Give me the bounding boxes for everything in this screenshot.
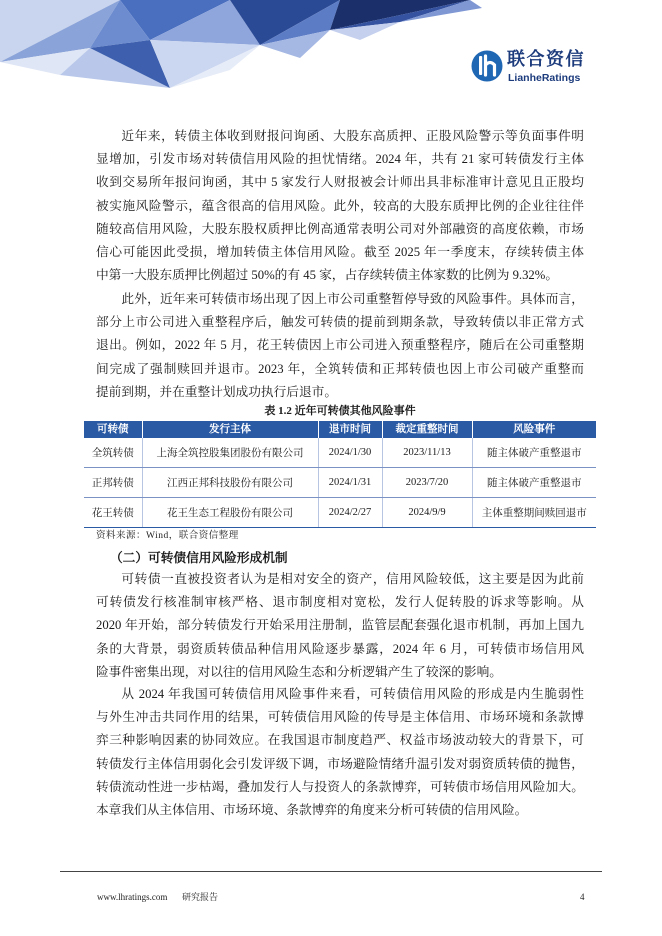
table-cell: 2024/2/27 bbox=[318, 498, 382, 528]
column-header-risk-event: 风险事件 bbox=[472, 421, 596, 438]
column-header-bond: 可转债 bbox=[84, 421, 142, 438]
table-cell: 上海全筑控股集团股份有限公司 bbox=[142, 438, 318, 468]
table-cell: 随主体破产重整退市 bbox=[472, 438, 596, 468]
section-heading: （二）可转债信用风险形成机制 bbox=[110, 551, 288, 565]
table-cell: 正邦转债 bbox=[84, 468, 142, 498]
column-header-restructuring-date: 裁定重整时间 bbox=[382, 421, 472, 438]
logo-text-en: LianheRatings bbox=[508, 72, 581, 84]
risk-events-table bbox=[84, 421, 596, 528]
table-cell: 花王生态工程股份有限公司 bbox=[142, 498, 318, 528]
table-cell: 2023/11/13 bbox=[382, 438, 472, 468]
table-cell: 2023/7/20 bbox=[382, 468, 472, 498]
paragraph-line: 退出。例如，2022 年 5 月，花王转债因上市公司进入预重整程序，随后在公司重整期 bbox=[96, 338, 584, 353]
paragraph-line: 2020 年开始，部分转债发行开始采用注册制，监管层配套强化退市机制，再加上国九 bbox=[96, 618, 584, 633]
table-row bbox=[84, 438, 596, 468]
paragraph-line: 随较高信用风险，大股东股权质押比例高通常表明公司对外部融资的高度依赖，市场 bbox=[96, 221, 584, 236]
body-paragraph-1 bbox=[96, 125, 584, 287]
paragraph-line: 提前到期，并在重整计划成功执行后退市。 bbox=[96, 384, 338, 399]
paragraph-line: 从 2024 年我国可转债信用风险事件来看，可转债信用风险的形成是内生脆弱性 bbox=[121, 687, 584, 701]
paragraph-line: 转债流动性进一步枯竭，叠加发行人与投资人的条款博弈，可转债市场信用风险加大。 bbox=[96, 779, 584, 794]
table-cell: 2024/9/9 bbox=[382, 498, 472, 528]
body-paragraph-4 bbox=[96, 683, 584, 822]
table-cell: 全筑转债 bbox=[84, 438, 142, 468]
lianhe-logo-icon bbox=[471, 50, 503, 82]
paragraph-line: 收到交易所年报问询函，其中 5 家发行人财报被会计师出具非标准审计意见且正股均 bbox=[96, 175, 584, 190]
paragraph-line: 部分上市公司进入重整程序后，触发可转债的提前到期条款，导致转债以非正常方式 bbox=[96, 315, 584, 330]
table-header-row bbox=[84, 421, 596, 438]
footer-divider bbox=[60, 871, 602, 872]
page-number: 4 bbox=[580, 892, 585, 902]
paragraph-line: 间完成了强制赎回并退市。2023 年，全筑转债和正邦转债也因上市公司破产重整而 bbox=[96, 361, 584, 376]
table-cell: 主体重整期间赎回退市 bbox=[472, 498, 596, 528]
column-header-delisting-date: 退市时间 bbox=[318, 421, 382, 438]
paragraph-line: 被实施风险警示，蕴含很高的信用风险。此外，较高的大股东质押比例的企业往往伴 bbox=[96, 198, 584, 213]
logo-text-cn: 联合资信 bbox=[507, 49, 585, 70]
paragraph-line: 近年来，转债主体收到财报问询函、大股东高质押、正股风险警示等负面事件明 bbox=[121, 129, 584, 143]
column-header-issuer: 发行主体 bbox=[142, 421, 318, 438]
paragraph-line: 转债发行主体信用弱化会引发评级下调，市场避险情绪升温引发对弱资质转债的抛售， bbox=[96, 756, 584, 771]
paragraph-line: 险事件密集出现，对以往的信用风险生态和分析逻辑产生了较深的影响。 bbox=[96, 664, 502, 679]
paragraph-line: 显增加，引发市场对转债信用风险的担忧情绪。2024 年，共有 21 家可转债发行主体 bbox=[96, 152, 584, 167]
table-row bbox=[84, 468, 596, 498]
table-cell: 江西正邦科技股份有限公司 bbox=[142, 468, 318, 498]
table-cell: 随主体破产重整退市 bbox=[472, 468, 596, 498]
table-cell: 2024/1/31 bbox=[318, 468, 382, 498]
paragraph-line: 弈三种影响因素的协同效应。在我国退市制度趋严、权益市场波动较大的背景下，可 bbox=[96, 733, 584, 748]
footer-report-type: 研究报告 bbox=[182, 892, 219, 902]
paragraph-line: 此外，近年来可转债市场出现了因上市公司重整暂停导致的风险事件。具体而言， bbox=[121, 292, 584, 306]
body-paragraph-3 bbox=[96, 568, 584, 684]
table-caption: 表 1.2 近年可转债其他风险事件 bbox=[264, 405, 416, 417]
table-source-note: 资料来源：Wind，联合资信整理 bbox=[96, 531, 239, 541]
footer-website: www.lhratings.com bbox=[97, 892, 168, 902]
table-cell: 2024/1/30 bbox=[318, 438, 382, 468]
paragraph-line: 条的大背景，弱资质转债品种信用风险逐步暴露，2024 年 6 月，可转债市场信用风 bbox=[96, 641, 584, 656]
paragraph-line: 本章我们从主体信用、市场环境、条款博弈的角度来分析可转债的信用风险。 bbox=[96, 802, 528, 817]
paragraph-line: 信心可能因此受损，增加转债主体信用风险。截至 2025 年一季度末，存续转债主体 bbox=[96, 244, 584, 259]
table-row bbox=[84, 498, 596, 528]
paragraph-line: 与外生冲击共同作用的结果，可转债信用风险的传导是主体信用、市场环境和条款博 bbox=[96, 710, 584, 725]
paragraph-line: 可转债发行核准制审核严格、退市制度相对宽松，发行人促转股的诉求等影响。从 bbox=[96, 595, 584, 610]
body-paragraph-2 bbox=[96, 288, 584, 404]
paragraph-line: 可转债一直被投资者认为是相对安全的资产，信用风险较低，这主要是因为此前 bbox=[121, 572, 584, 586]
table-cell: 花王转债 bbox=[84, 498, 142, 528]
paragraph-line: 中第一大股东质押比例超过 50%的有 45 家，占存续转债主体家数的比例为 9.32%。 bbox=[96, 268, 559, 283]
